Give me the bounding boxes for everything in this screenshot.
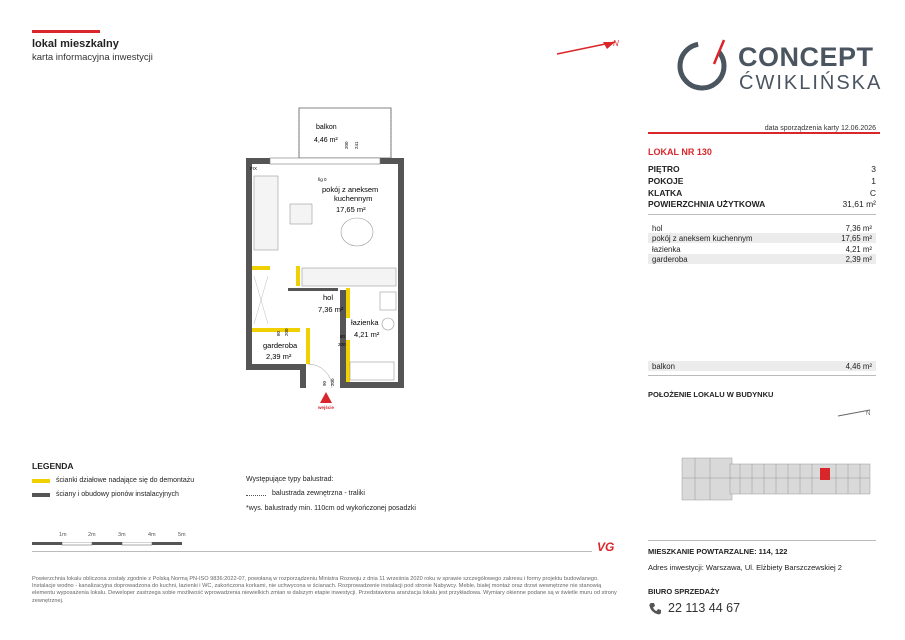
developer-logo: VG [597, 540, 615, 554]
divider [648, 540, 876, 541]
balustrade-swatch [246, 492, 266, 496]
sales-phone[interactable]: 22 113 44 67 [668, 601, 741, 615]
room-row-bathroom: łazienka 4,21 m² [652, 244, 872, 254]
plan-room-main2: kuchennym [334, 194, 373, 203]
unit-number: LOKAL NR 130 [648, 147, 712, 157]
balcony-outline [299, 108, 391, 158]
plan-balcony-area: 4,46 m² [314, 137, 338, 144]
plan-hol: hol [323, 293, 334, 302]
plan-room-main-area: 17,65 m² [336, 205, 366, 214]
page-title: lokal mieszkalny [32, 38, 119, 50]
plan-room-main: pokój z aneksem [322, 185, 379, 194]
room-row-hol: hol 7,36 m² [652, 223, 872, 233]
room-row-balcony: balkon 4,46 m² [648, 361, 876, 371]
legal-disclaimer: Powierzchnia lokalu obliczona zostały zgodnie z Polską Normą PN-ISO 9836:2022-07, powołaną w rozporządzeniu Ministra Rozwoju z dnia 11 września 2020 roku w sprawie szczegółowego zakresu i formy projektu budowlanego. Instalacje wodno - kanalizacyjna doprowadzona do kuchni, łazienki i WC, zakończona korkami, nie uchwycona w ścianach. Rozprowadzenie instalacji pod stronie Nabywcy. Meble, białej montaż oraz drzwi wewnętrzne nie stanowią elementu wyposażenia lokalu. Deweloper zastrzega sobie możliwość wprowadzenia niewielkich zmian w dalszym etapie inwestycji. Przedstawiona aranżacja lokalu jest przykładowa. Wymiary okienne podane są w świetle muru od strony zewnętrznej. [32, 576, 617, 604]
legend-item-grey: ściany i obudowy pionów instalacyjnych [32, 491, 179, 498]
plan-bathroom: łazienka [351, 318, 379, 327]
balustrade-title: Występujące typy balustrad: [246, 476, 334, 483]
repeat-units: MIESZKANIE POWTARZALNE: 114, 122 [648, 547, 788, 556]
plan-hol-area: 7,36 m² [318, 305, 344, 314]
building-location-plan [670, 406, 880, 514]
balustrade-note: *wys. balustrady min. 110cm od wykończonej posadzki [246, 505, 416, 512]
plan-door-dim: 80 [340, 334, 346, 339]
sales-office-title: BIURO SPRZEDAŻY [648, 587, 720, 596]
card-divider [648, 132, 880, 134]
divider [648, 214, 876, 215]
plan-balcony-label: balkon [316, 124, 337, 131]
plan-wardrobe-area: 2,39 m² [266, 352, 292, 361]
plan-wardrobe: garderoba [263, 341, 298, 350]
north-arrow-icon [555, 36, 625, 60]
brand-logo-icon [676, 34, 732, 94]
fact-rooms: POKOJE 1 [648, 176, 876, 186]
room-row-living: pokój z aneksem kuchennym 17,65 m² [648, 233, 876, 243]
fact-staircase: KLATKA C [648, 188, 876, 198]
svg-text:N: N [866, 411, 871, 417]
plan-door-dim: 200 [330, 378, 335, 386]
phone-icon [648, 602, 662, 616]
investment-address: Adres inwestycji: Warszawa, Ul. Elżbiety Barszczewskiej 2 [648, 563, 842, 572]
plan-bathroom-area: 4,21 m² [354, 330, 380, 339]
legend-swatch [32, 493, 50, 497]
plan-door-dim: 90 [322, 380, 327, 386]
fact-area: POWIERZCHNIA UŻYTKOWA 31,61 m² [648, 199, 876, 209]
fact-floor: PIĘTRO 3 [648, 164, 876, 174]
legend-title: LEGENDA [32, 461, 74, 471]
footer-divider [32, 551, 592, 552]
page-subtitle: karta informacyjna inwestycji [32, 52, 153, 63]
legend-swatch [32, 479, 50, 483]
legend-item-yellow: ścianki działowe nadające się do demontażu [32, 477, 194, 484]
plan-door-dim: 80 [276, 330, 281, 336]
brand-name-line1: CONCEPT [738, 42, 874, 72]
plan-dim: 200 [344, 141, 349, 149]
creation-date: data sporządzenia karty 12.06.2026 [764, 125, 876, 132]
entrance-arrow-icon [320, 392, 332, 403]
unit-location-marker [820, 468, 830, 480]
divider [648, 375, 876, 376]
brand-name-line2: ĆWIKLIŃSKA [739, 72, 883, 94]
building-section-title: POŁOŻENIE LOKALU W BUDYNKU [648, 390, 774, 399]
room-row-wardrobe: garderoba 2,39 m² [648, 254, 876, 264]
plan-fix-label: FIX [250, 166, 258, 171]
plan-entrance-label: wejście [318, 405, 335, 410]
floor-plan [230, 100, 430, 410]
header-accent-bar [32, 30, 100, 33]
plan-door-dim: 200 [338, 342, 346, 347]
plan-fig-label: fig 0 [318, 177, 327, 182]
plan-dim: 241 [354, 141, 359, 149]
north-label: N [613, 39, 619, 48]
plan-door-dim: 200 [284, 328, 289, 336]
balustrade-item: balustrada zewnętrzna - traliki [246, 490, 365, 497]
